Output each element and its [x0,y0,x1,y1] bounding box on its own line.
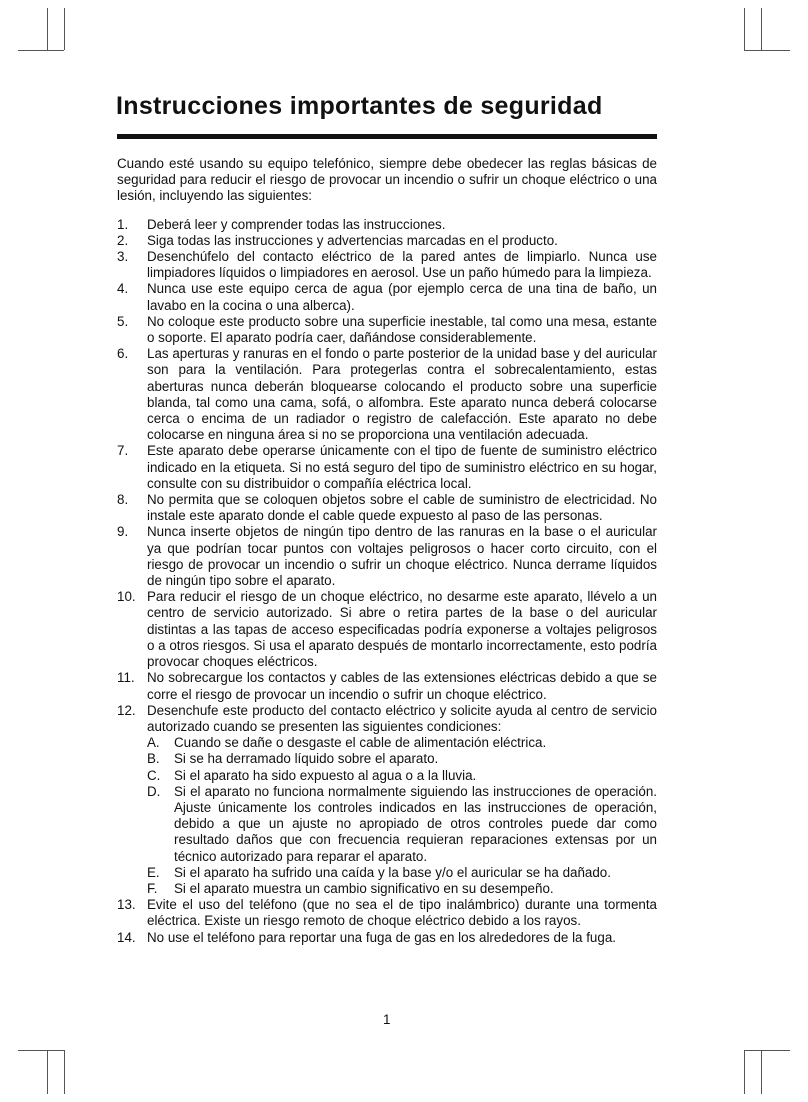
sub-item-letter: C. [147,767,161,783]
list-item [117,524,657,589]
sub-item [147,751,657,767]
crop-mark [18,50,64,51]
crop-mark [18,1050,64,1051]
list-item [117,314,657,346]
sub-item-text: Si el aparato no funciona normalmente siguiendo las instrucciones de operación. Ajuste únicamente los controles indicados en las instrucciones de operación, debido a que un ajuste no apropiado de otros controles puede dar como resultado daños que con frecuencia requieran reparaciones extensas por un técnico autorizado para reparar el aparato. [174,783,657,864]
list-item [117,670,657,702]
safety-list [117,217,657,946]
list-item [117,233,657,249]
item-number: 13. [117,897,136,913]
crop-mark [47,8,48,50]
item-text: Deberá leer y comprender todas las instrucciones. [147,216,446,232]
crop-mark [47,1050,48,1094]
sub-item-letter: D. [147,783,161,799]
list-item [117,281,657,313]
sub-item [147,865,657,881]
crop-mark [64,8,65,50]
page-number: 1 [383,1012,391,1027]
crop-mark [64,1050,65,1094]
crop-mark [744,1050,790,1051]
item-text: No sobrecargue los contactos y cables de las extensiones eléctricas debido a que se corre el riesgo de provocar un incendio o sufrir un choque eléctrico. [147,670,657,702]
item-number: 8. [117,492,129,508]
sub-item [147,784,657,865]
list-item [117,443,657,492]
title-rule [117,134,657,139]
sub-item [147,881,657,897]
crop-mark [761,8,762,50]
sub-item-letter: E. [147,864,160,880]
item-number: 4. [117,281,129,297]
intro-paragraph: Cuando esté usando su equipo telefónico, siempre debe obedecer las reglas básicas de seguridad para reducir el riesgo de provocar un incendio o sufrir un choque eléctrico o una lesión, incluyendo las siguientes: [117,156,657,204]
crop-mark [744,50,790,51]
list-item [117,346,657,443]
sub-item-text: Si el aparato ha sufrido una caída y la base y/o el auricular se ha dañado. [174,864,611,880]
item-text: No use el teléfono para reportar una fuga de gas en los alrededores de la fuga. [147,929,616,945]
item-text: Las aperturas y ranuras en el fondo o parte posterior de la unidad base y del auricular son para la ventilación. Para protegerlas contra el sobrecalentamiento, estas aberturas nunca deberán bloquearse colocando el producto sobre una superficie blanda, tal como una cama, sofá, o alfombra. Este aparato nunca deberá colocarse cerca o encima de un radiador o registro de calefacción. Este aparato no debe colocarse en ninguna área si no se proporciona una ventilación adecuada. [147,346,657,443]
item-text: Evite el uso del teléfono (que no sea el de tipo inalámbrico) durante una tormenta eléctrica. Existe un riesgo remoto de choque eléctrico debido a los rayos. [147,897,657,929]
item-number: 6. [117,346,129,362]
list-item [117,930,657,946]
condition-sublist [147,735,657,897]
item-text: No permita que se coloquen objetos sobre el cable de suministro de electricidad. No instale este aparato donde el cable quede expuesto al paso de las personas. [147,492,657,524]
sub-item [147,768,657,784]
item-number: 14. [117,929,136,945]
item-number: 7. [117,443,129,459]
item-number: 3. [117,249,129,265]
item-text: Para reducir el riesgo de un choque eléctrico, no desarme este aparato, llévelo a un centro de servicio autorizado. Si abre o retira partes de la base o del auricular distintas a las tapas de acceso especificadas podría exponerse a voltajes peligrosos o a otros riesgos. Si usa el aparato después de montarlo incorrectamente, esto podría provocar choques eléctricos. [147,589,657,670]
document-body [117,156,657,946]
item-number: 12. [117,702,136,718]
item-text: Nunca use este equipo cerca de agua (por ejemplo cerca de una tina de baño, un lavabo en la cocina o una alberca). [147,281,657,313]
list-item [117,492,657,524]
sub-item-letter: A. [147,735,160,751]
list-item [117,589,657,670]
item-number: 2. [117,232,129,248]
item-number: 11. [117,670,135,686]
list-item [117,703,657,897]
item-number: 1. [117,216,129,232]
sub-item-letter: F. [147,880,158,896]
crop-mark [744,1050,745,1094]
list-item [117,217,657,233]
list-item [117,249,657,281]
list-item [117,897,657,929]
sub-item-text: Cuando se dañe o desgaste el cable de alimentación eléctrica. [174,735,547,751]
item-text: Este aparato debe operarse únicamente con el tipo de fuente de suministro eléctrico indicado en la etiqueta. Si no está seguro del tipo de suministro eléctrico en su hogar, consulte con su distribuidor o compañía eléctrica local. [147,443,657,491]
sub-item [147,735,657,751]
item-text: Nunca inserte objetos de ningún tipo dentro de las ranuras en la base o el auricular ya que podrían tocar puntos con voltajes peligrosos o hacer corto circuito, con el riesgo de provocar un incendio o sufrir un choque eléctrico. Nunca derrame líquidos de ningún tipo sobre el aparato. [147,524,657,589]
item-text: Siga todas las instrucciones y advertencias marcadas en el producto. [147,232,558,248]
item-number: 5. [117,313,129,329]
crop-mark [744,8,745,50]
item-number: 10. [117,589,136,605]
item-number: 9. [117,524,129,540]
sub-item-text: Si el aparato muestra un cambio significativo en su desempeño. [174,880,554,896]
crop-mark [761,1050,762,1094]
sub-item-text: Si el aparato ha sido expuesto al agua o a la lluvia. [174,767,477,783]
sub-item-letter: B. [147,751,160,767]
sub-item-text: Si se ha derramado líquido sobre el aparato. [174,751,439,767]
item-text: No coloque este producto sobre una superficie inestable, tal como una mesa, estante o soporte. El aparato podría caer, dañándose considerablemente. [147,313,657,346]
item-text: Desenchúfelo del contacto eléctrico de la pared antes de limpiarlo. Nunca use limpiadores líquidos o limpiadores en aerosol. Use un paño húmedo para la limpieza. [147,249,657,281]
page-title: Instrucciones importantes de seguridad [116,92,603,120]
item-text: Desenchufe este producto del contacto eléctrico y solicite ayuda al centro de servicio autorizado cuando se presenten las siguientes condiciones: [147,702,657,734]
